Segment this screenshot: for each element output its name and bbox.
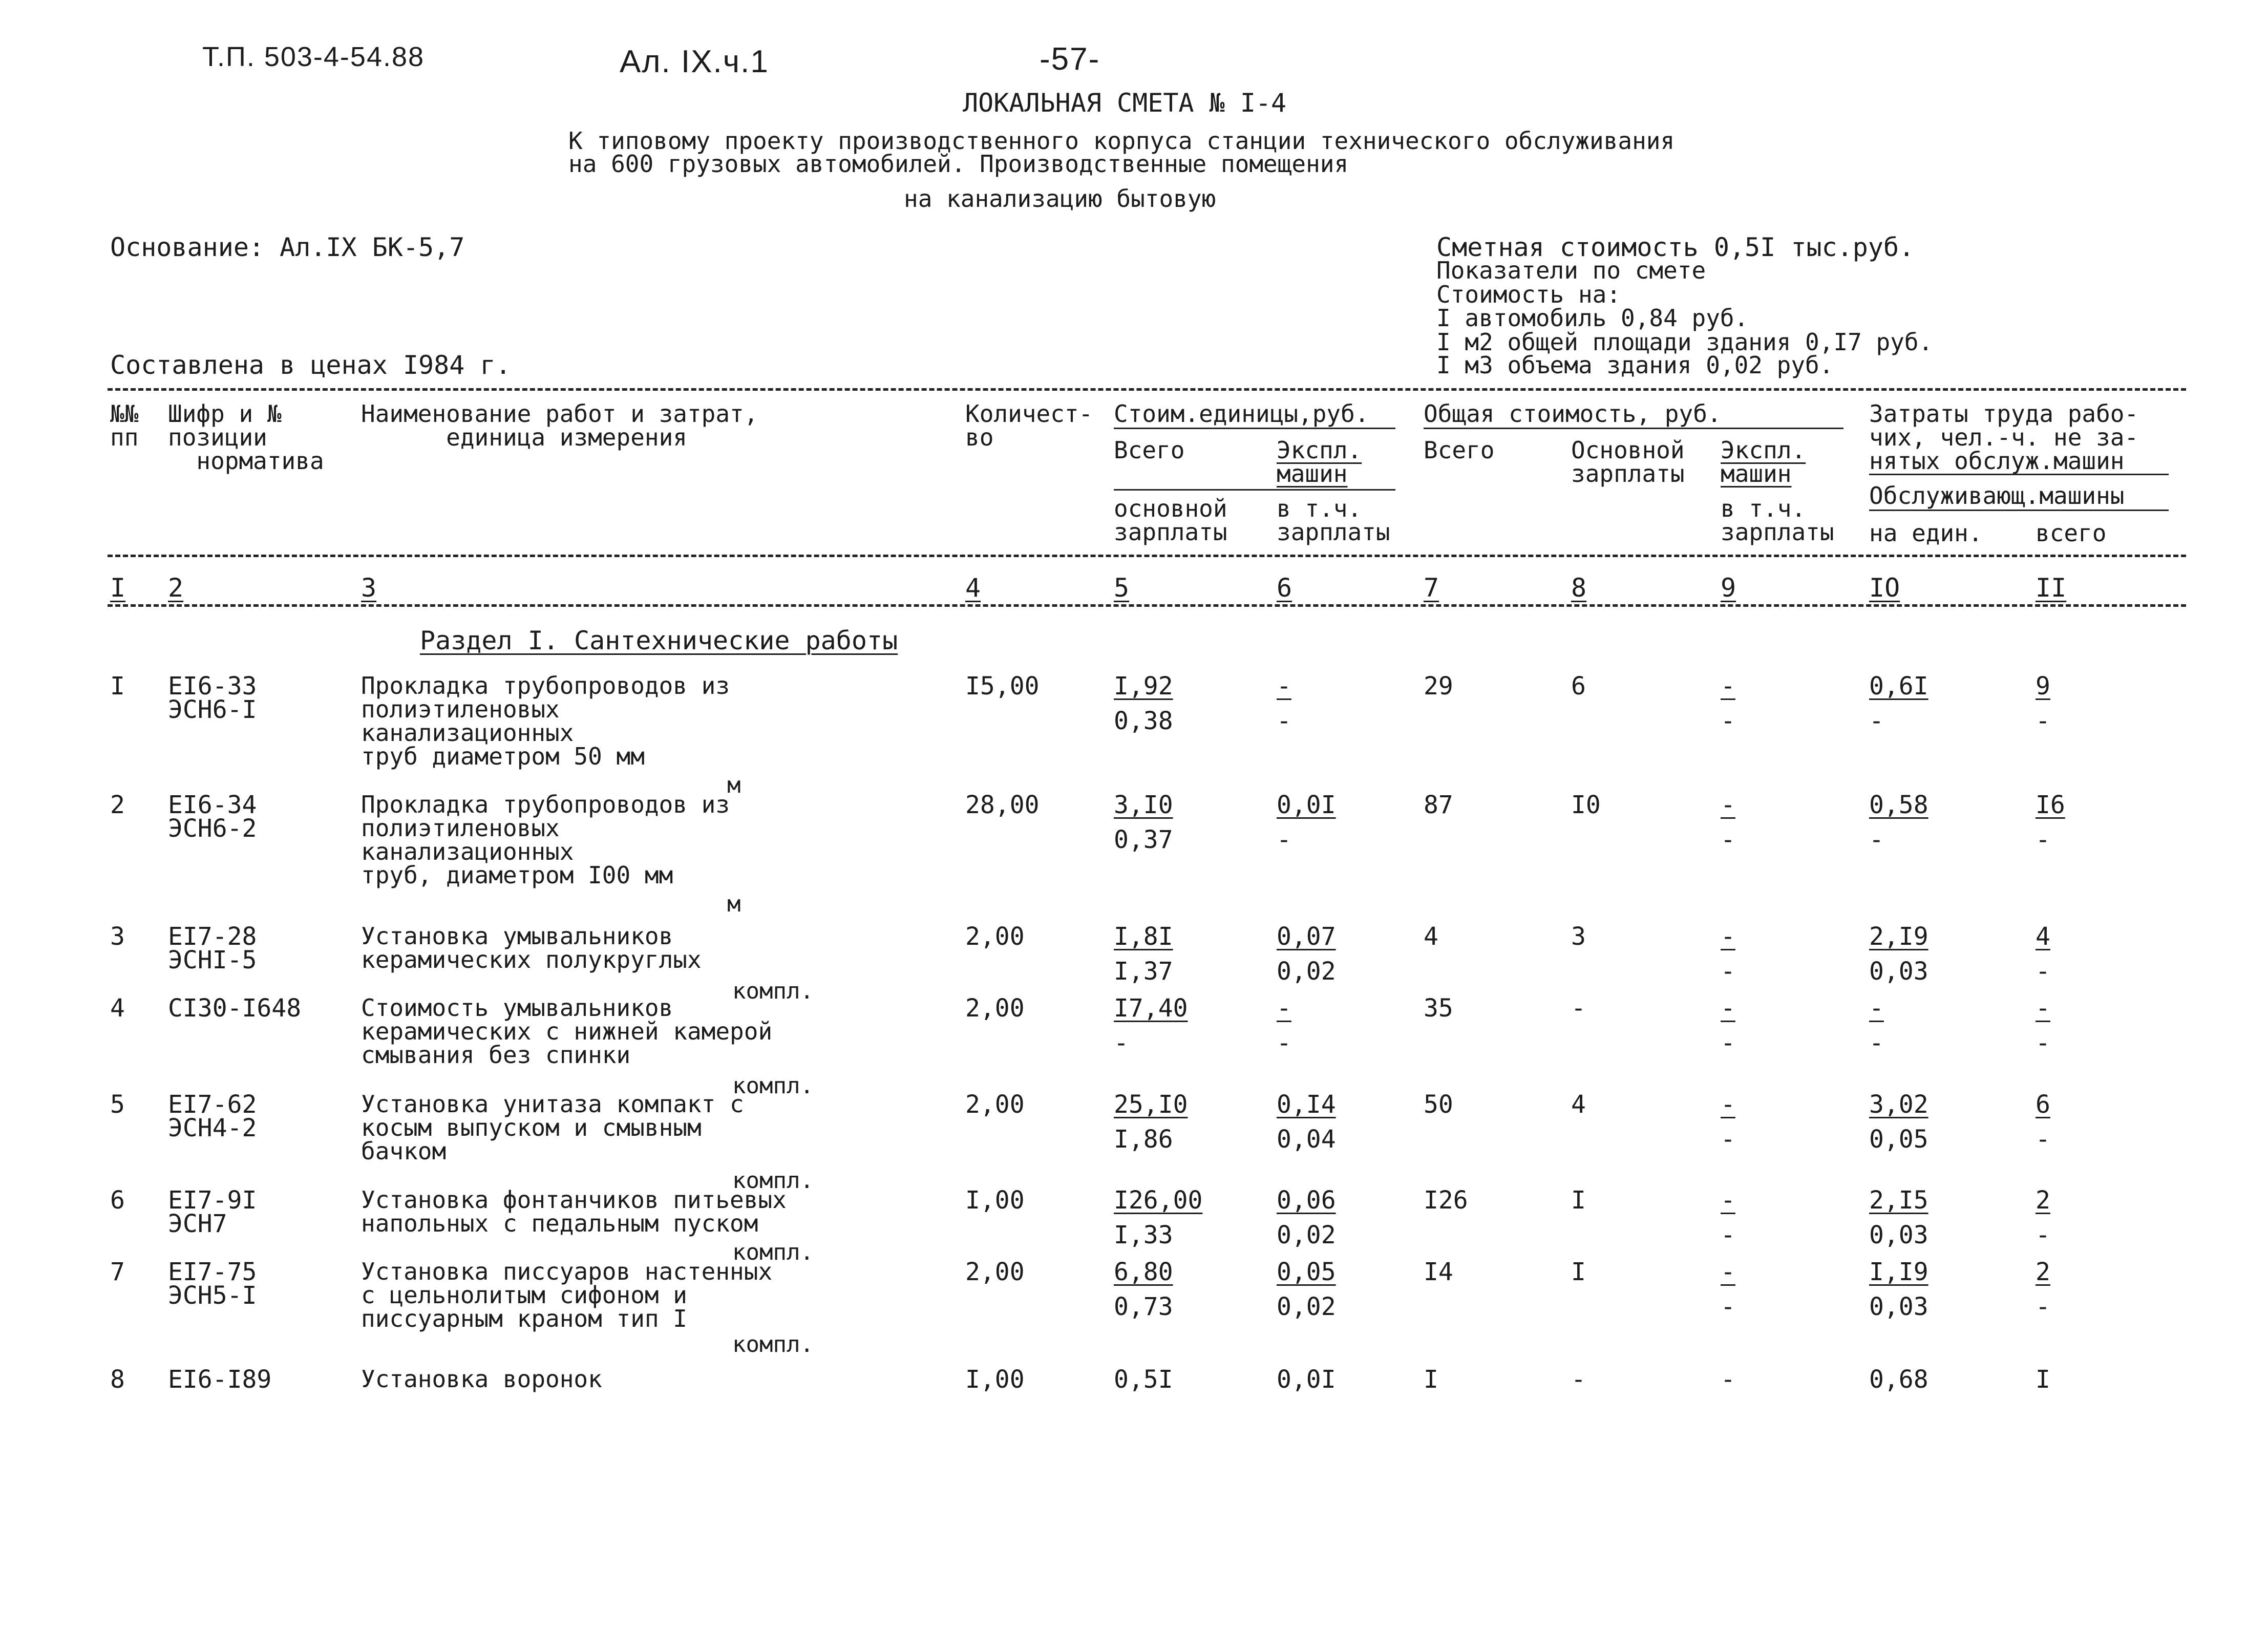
indicators: Показатели по смете <box>1436 257 1706 284</box>
quantity: 2,00 <box>965 1258 1025 1286</box>
total-cost: 87 <box>1424 791 1453 819</box>
total-machines: - <box>1721 1186 1735 1215</box>
unit-cost-machines: 0,0I <box>1277 791 1336 819</box>
total-machines: - <box>1721 1258 1735 1286</box>
total-cost: 50 <box>1424 1090 1453 1119</box>
norm-code: CI30-I648 <box>168 994 302 1023</box>
total-machines-salary: - <box>1721 707 1735 735</box>
total-cost: 29 <box>1424 672 1453 701</box>
quantity: I,00 <box>965 1186 1025 1215</box>
col-header-incl-salary: в т.ч. зарплаты <box>1277 495 1390 546</box>
serving-per-unit: 0,05 <box>1869 1125 1928 1154</box>
page-number: -57- <box>1040 41 1100 77</box>
total-machines: - <box>1721 922 1735 951</box>
resource-code: ЭСНI-5 <box>168 946 257 974</box>
unit-cost-total: I7,40 <box>1114 994 1188 1023</box>
unit-cost-machines-salary: - <box>1277 1029 1291 1057</box>
row-number: 8 <box>110 1365 125 1394</box>
resource-code: ЭСН6-I <box>168 695 257 724</box>
prices-year: Составлена в ценах I984 г. <box>110 350 511 380</box>
row-number: 2 <box>110 791 125 819</box>
measure-unit: компл. <box>732 1168 814 1194</box>
total-base-salary: 3 <box>1571 922 1586 951</box>
serving-per-unit: 0,03 <box>1869 957 1928 986</box>
measure-unit: м <box>727 772 741 798</box>
serving-per-unit: - <box>1869 1029 1884 1057</box>
doc-code: Т.П. 503-4-54.88 <box>202 41 425 72</box>
total-base-salary: I <box>1571 1186 1586 1215</box>
col-header-grand-total: Всего <box>1424 436 1495 464</box>
col-header-total-machines: Экспл. машин <box>1721 436 1806 487</box>
row-number: 3 <box>110 922 125 951</box>
row-number: I <box>110 672 125 701</box>
header-top-rule <box>108 388 2186 391</box>
unit-cost-machines: 0,07 <box>1277 922 1336 951</box>
work-description: Прокладка трубопроводов из полиэтиленовых канализационных труб диаметром 50 мм <box>361 672 730 770</box>
col-header-unit-machines: Экспл. машин <box>1277 436 1362 487</box>
total-machines: - <box>1721 994 1735 1023</box>
total-base-salary: I0 <box>1571 791 1601 819</box>
work-description: Установка фонтанчиков питьевых напольных с педальным пуском <box>361 1186 787 1237</box>
column-number: 6 <box>1277 573 1292 603</box>
work-description: Стоимость умывальников керамических с нижней камерой смывания без спинки <box>361 994 773 1069</box>
unit-cost-total: 6,80 <box>1114 1258 1173 1286</box>
unit-cost-total: 0,5I <box>1114 1365 1173 1394</box>
album-ref: Ал. IX.ч.1 <box>620 44 769 79</box>
serving-total: - <box>2036 1292 2050 1321</box>
unit-cost-base-salary: 0,73 <box>1114 1292 1173 1321</box>
unit-cost-machines: 0,05 <box>1277 1258 1336 1286</box>
quantity: 28,00 <box>965 791 1040 819</box>
serving-total: - <box>2036 1029 2050 1057</box>
labor-total: I6 <box>2036 791 2065 819</box>
labor-total: 2 <box>2036 1258 2050 1286</box>
norm-code: EI7-62 <box>168 1090 257 1119</box>
resource-code: ЭСН4-2 <box>168 1114 257 1142</box>
total-base-salary: - <box>1571 1365 1586 1394</box>
labor-per-unit: 2,I9 <box>1869 922 1928 951</box>
total-machines: - <box>1721 791 1735 819</box>
estimate-title: ЛОКАЛЬНАЯ СМЕТА № I-4 <box>963 88 1287 118</box>
project-line-2: на 600 грузовых автомобилей. Производственные помещения <box>568 150 1349 178</box>
col-header-number: №№ пп <box>110 400 139 451</box>
unit-cost-base-salary: - <box>1114 1029 1129 1057</box>
column-number: II <box>2036 573 2067 603</box>
unit-cost-machines-salary: 0,02 <box>1277 1292 1336 1321</box>
total-cost-rule <box>1424 428 1843 429</box>
norm-code: EI7-9I <box>168 1186 257 1215</box>
labor-total: 6 <box>2036 1090 2050 1119</box>
unit-cost-total: 25,I0 <box>1114 1090 1188 1119</box>
unit-cost-total: I26,00 <box>1114 1186 1203 1215</box>
total-base-salary: I <box>1571 1258 1586 1286</box>
norm-code: EI6-I89 <box>168 1365 272 1394</box>
resource-code: ЭСН7 <box>168 1210 227 1238</box>
unit-cost-base-salary: 0,38 <box>1114 707 1173 735</box>
measure-unit: м <box>727 891 741 917</box>
work-description: Установка унитаза компакт с косым выпуском и смывным бачком <box>361 1090 744 1165</box>
total-machines: - <box>1721 672 1735 701</box>
total-cost: I4 <box>1424 1258 1453 1286</box>
column-number: 9 <box>1721 573 1736 603</box>
measure-unit: компл. <box>732 978 814 1004</box>
work-description: Прокладка трубопроводов из полиэтиленовых канализационных труб, диаметром I00 мм <box>361 791 730 889</box>
col-header-code: Шифр и № позиции норматива <box>168 400 324 475</box>
work-description: Установка воронок <box>361 1365 602 1393</box>
project-line-1: К типовому проекту производственного корпуса станции технического обслуживания <box>568 127 1675 155</box>
column-number: 8 <box>1571 573 1587 603</box>
labor-total: 9 <box>2036 672 2050 701</box>
unit-cost-machines: - <box>1277 994 1291 1023</box>
resource-code: ЭСН6-2 <box>168 814 257 843</box>
col-header-name: Наименование работ и затрат, единица измерения <box>361 400 758 451</box>
unit-cost-machines-salary: - <box>1277 707 1291 735</box>
total-cost: 4 <box>1424 922 1438 951</box>
col-header-quantity: Количест- во <box>965 400 1093 451</box>
estimated-cost: Сметная стоимость 0,5I тыс.руб. <box>1436 232 1915 262</box>
section-title: Раздел I. Сантехнические работы <box>420 626 898 655</box>
unit-cost-total: I,92 <box>1114 672 1173 701</box>
total-machines-salary: - <box>1721 825 1735 854</box>
column-numbers-rule <box>108 604 2186 607</box>
row-number: 6 <box>110 1186 125 1215</box>
total-machines-salary: - <box>1721 1029 1735 1057</box>
labor-per-unit: - <box>1869 994 1884 1023</box>
total-machines: - <box>1721 1365 1735 1394</box>
serving-total: - <box>2036 1221 2050 1249</box>
col-header-labor: Затраты труда рабо- чих, чел.-ч. не за- нятых обслуж.машин <box>1869 400 2139 475</box>
unit-cost-machines-salary: 0,02 <box>1277 957 1336 986</box>
col-header-per-unit: на един. <box>1869 519 1983 547</box>
col-header-base-salary: основной зарплаты <box>1114 495 1227 546</box>
unit-cost-base-salary: I,86 <box>1114 1125 1173 1154</box>
total-cost: I26 <box>1424 1186 1468 1215</box>
cost-per-m3: I м3 объема здания 0,02 руб. <box>1436 351 1834 379</box>
col-header-total-incl-salary: в т.ч. зарплаты <box>1721 495 1834 546</box>
total-cost: 35 <box>1424 994 1453 1023</box>
col-header-unit-cost: Стоим.единицы,руб. <box>1114 400 1369 428</box>
unit-cost-base-salary: I,37 <box>1114 957 1173 986</box>
norm-code: EI6-33 <box>168 672 257 701</box>
project-line-3: на канализацию бытовую <box>904 185 1216 213</box>
work-description: Установка писсуаров настенных с цельнолитым сифоном и писсуарным краном тип I <box>361 1258 773 1332</box>
unit-cost-base-salary: I,33 <box>1114 1221 1173 1249</box>
unit-cost-base-salary: 0,37 <box>1114 825 1173 854</box>
col-header-serving: Обслуживающ.машины <box>1869 482 2125 510</box>
column-number: 7 <box>1424 573 1439 603</box>
unit-cost-total: 3,I0 <box>1114 791 1173 819</box>
labor-per-unit: I,I9 <box>1869 1258 1928 1286</box>
total-machines: - <box>1721 1090 1735 1119</box>
serving-total: - <box>2036 1125 2050 1154</box>
quantity: 2,00 <box>965 922 1025 951</box>
serving-rule <box>1869 510 2169 511</box>
header-bottom-rule <box>108 555 2186 557</box>
resource-code: ЭСН5-I <box>168 1281 257 1310</box>
unit-cost-rule <box>1114 428 1395 429</box>
column-number: 2 <box>168 573 184 603</box>
cost-per-vehicle: I автомобиль 0,84 руб. <box>1436 304 1749 332</box>
total-machines-salary: - <box>1721 957 1735 986</box>
labor-total: - <box>2036 994 2050 1023</box>
total-base-salary: 6 <box>1571 672 1586 701</box>
serving-per-unit: - <box>1869 707 1884 735</box>
labor-per-unit: 0,68 <box>1869 1365 1928 1394</box>
norm-code: EI6-34 <box>168 791 257 819</box>
total-base-salary: 4 <box>1571 1090 1586 1119</box>
quantity: I,00 <box>965 1365 1025 1394</box>
serving-total: - <box>2036 707 2050 735</box>
labor-per-unit: 3,02 <box>1869 1090 1928 1119</box>
col-header-basic-pay: Основной зарплаты <box>1571 436 1685 487</box>
row-number: 5 <box>110 1090 125 1119</box>
unit-cost-machines: 0,I4 <box>1277 1090 1336 1119</box>
labor-total: 2 <box>2036 1186 2050 1215</box>
column-number: 3 <box>361 573 377 603</box>
serving-total: - <box>2036 825 2050 854</box>
measure-unit: компл. <box>732 1239 814 1265</box>
serving-per-unit: 0,03 <box>1869 1221 1928 1249</box>
basis: Основание: Ал.IX БК-5,7 <box>110 232 465 262</box>
col-header-total-cost: Общая стоимость, руб. <box>1424 400 1722 428</box>
labor-per-unit: 0,58 <box>1869 791 1928 819</box>
cost-per: Стоимость на: <box>1436 281 1621 308</box>
measure-unit: компл. <box>732 1073 814 1099</box>
unit-cost-machines: 0,0I <box>1277 1365 1336 1394</box>
total-cost: I <box>1424 1365 1438 1394</box>
total-machines-salary: - <box>1721 1292 1735 1321</box>
unit-cost-sub-rule <box>1114 489 1395 491</box>
norm-code: EI7-75 <box>168 1258 257 1286</box>
unit-cost-total: I,8I <box>1114 922 1173 951</box>
serving-per-unit: 0,03 <box>1869 1292 1928 1321</box>
total-machines-salary: - <box>1721 1221 1735 1249</box>
unit-cost-machines: - <box>1277 672 1291 701</box>
unit-cost-machines-salary: - <box>1277 825 1291 854</box>
column-number: IO <box>1869 573 1900 603</box>
labor-total: 4 <box>2036 922 2050 951</box>
total-base-salary: - <box>1571 994 1586 1023</box>
row-number: 4 <box>110 994 125 1023</box>
labor-total: I <box>2036 1365 2050 1394</box>
column-number: 4 <box>965 573 981 603</box>
col-header-unit-total: Всего <box>1114 436 1185 464</box>
serving-per-unit: - <box>1869 825 1884 854</box>
quantity: I5,00 <box>965 672 1040 701</box>
column-number: 5 <box>1114 573 1130 603</box>
col-header-all: всего <box>2036 519 2107 547</box>
labor-rule <box>1869 474 2169 475</box>
measure-unit: компл. <box>732 1331 814 1358</box>
cost-per-m2: I м2 общей площади здания 0,I7 руб. <box>1436 328 1933 356</box>
quantity: 2,00 <box>965 1090 1025 1119</box>
unit-cost-machines: 0,06 <box>1277 1186 1336 1215</box>
total-machines-salary: - <box>1721 1125 1735 1154</box>
column-number: I <box>110 573 126 603</box>
norm-code: EI7-28 <box>168 922 257 951</box>
row-number: 7 <box>110 1258 125 1286</box>
serving-total: - <box>2036 957 2050 986</box>
quantity: 2,00 <box>965 994 1025 1023</box>
labor-per-unit: 0,6I <box>1869 672 1928 701</box>
unit-cost-machines-salary: 0,02 <box>1277 1221 1336 1249</box>
work-description: Установка умывальников керамических полукруглых <box>361 922 702 973</box>
unit-cost-machines-salary: 0,04 <box>1277 1125 1336 1154</box>
labor-per-unit: 2,I5 <box>1869 1186 1928 1215</box>
